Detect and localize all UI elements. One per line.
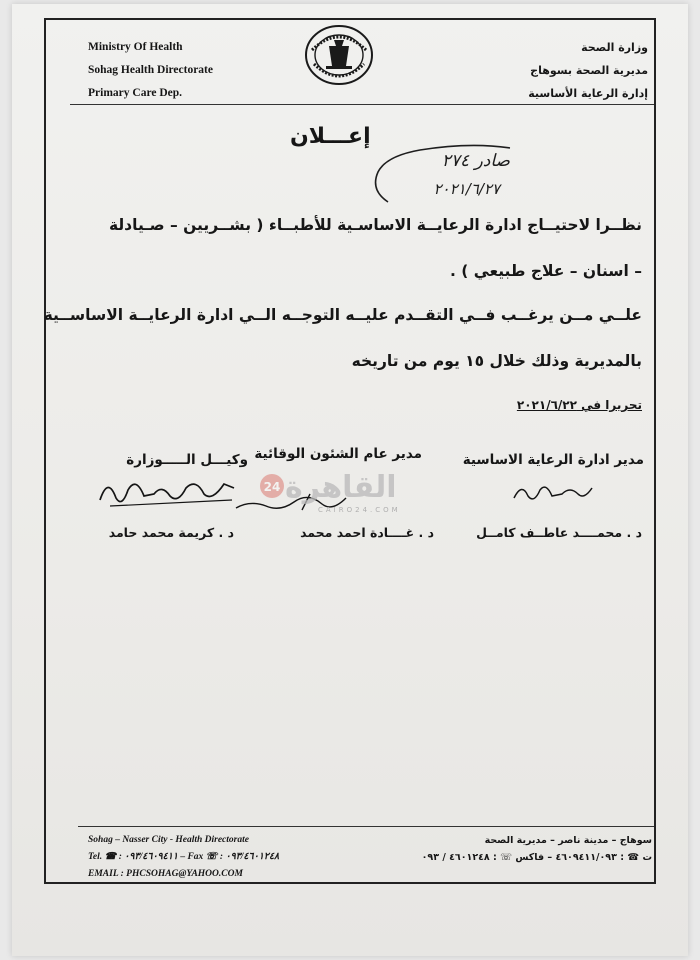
handwritten-registration-note xyxy=(360,130,530,210)
footer-arabic xyxy=(422,832,652,866)
handwritten-line-2: ٢٠٢١/٦/٢٧ xyxy=(433,180,500,198)
signatory-name-preventive-affairs: د . غــــادة احمد محمد xyxy=(300,525,434,540)
footer-ar-phone: ت ☎ : ٤٦٠٩٤١١/٠٩٣ – فاكس ☏ : ٤٦٠١٢٤٨ / ٠٩٣ xyxy=(421,852,652,863)
header-english xyxy=(88,36,213,105)
header-ar-directorate: مديرية الصحة بسوهاج xyxy=(530,64,648,77)
watermark-badge: 24 xyxy=(263,480,281,494)
header-en-ministry: Ministry Of Health xyxy=(88,41,183,53)
body-line-4: بالمديرية وذلك خلال ١٥ يوم من تاريخه xyxy=(351,352,642,370)
footer-english xyxy=(88,832,279,883)
signatory-title-undersecretary: وكيـــل الـــــوزارة xyxy=(126,452,248,468)
issue-date: تحريرا في ٢٠٢١/٦/٢٢ xyxy=(516,398,642,412)
signature-undersecretary xyxy=(92,470,242,512)
announcement-title: إعـــلان xyxy=(290,124,371,149)
footer-en-phone: Tel. ☎ : ٠٩٣/٤٦٠٩٤١١ – Fax ☏ : ٠٩٣/٤٦٠١٢٤٨ xyxy=(88,852,280,862)
header-ar-ministry: وزارة الصحة xyxy=(581,41,648,54)
footer-en-address: Sohag – Nasser City - Health Directorate xyxy=(88,835,249,845)
header-en-department: Primary Care Dep. xyxy=(88,87,182,99)
body-line-3: علــي مــن يرغــب فــي التقــدم عليــه التوجــه الــي ادارة الرعايــة الاساســية xyxy=(43,306,642,324)
signatory-title-preventive-affairs: مدير عام الشئون الوقائية xyxy=(254,446,422,462)
header-ar-department: إدارة الرعاية الأساسية xyxy=(528,87,648,100)
footer-en-email: EMAIL : PHCSOHAG@YAHOO.COM xyxy=(88,869,243,879)
header-arabic xyxy=(528,36,648,105)
signatory-name-primary-care: د . محمــــد عاطــف كامــل xyxy=(476,525,642,540)
watermark-subtext: CAIRO24.COM xyxy=(318,506,401,514)
signatory-name-undersecretary: د . كريمة محمد حامد xyxy=(108,525,234,540)
header-en-directorate: Sohag Health Directorate xyxy=(88,64,213,76)
footer-ar-address: سوهاج – مدينة ناصر – مديرية الصحة xyxy=(484,835,652,846)
watermark-text: القاهرة xyxy=(285,470,397,505)
ministry-seal-logo xyxy=(300,22,378,88)
signature-primary-care xyxy=(508,474,598,510)
body-line-2: – اسنان – علاج طبيعي ) . xyxy=(450,262,642,280)
body-line-1: نظــرا لاحتيــاج ادارة الرعايــة الاساسـية للأطبــاء ( بشــريين – صـيادلة xyxy=(108,216,642,234)
signatory-title-primary-care: مدير ادارة الرعاية الاساسية xyxy=(462,452,644,468)
footer-divider xyxy=(78,826,654,827)
header-divider xyxy=(70,104,654,105)
handwritten-line-1: صادر ٢٧٤ xyxy=(441,151,510,171)
